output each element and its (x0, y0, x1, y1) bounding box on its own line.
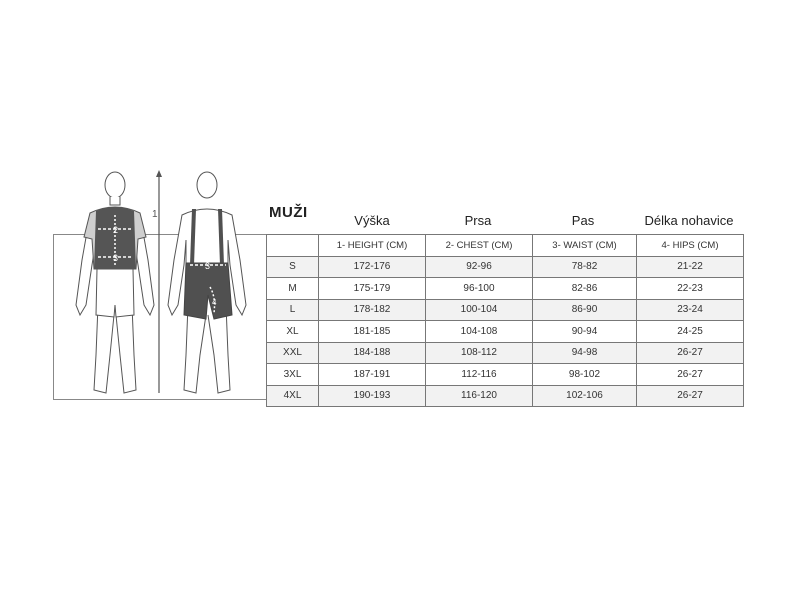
hips-cell: 21-22 (637, 256, 744, 278)
height-cell: 184-188 (319, 342, 426, 364)
waist-cell: 102-106 (533, 385, 637, 407)
hips-cell: 23-24 (637, 299, 744, 321)
marker-2: 2 (113, 225, 119, 235)
hips-cell: 26-27 (637, 385, 744, 407)
column-title-waist: Pas (571, 213, 595, 228)
marker-3-front: 3 (113, 253, 119, 263)
height-cell: 190-193 (319, 385, 426, 407)
size-cell: M (267, 278, 319, 300)
header-chest: 2- CHEST (CM) (426, 235, 533, 257)
waist-cell: 86-90 (533, 299, 637, 321)
hips-cell: 26-27 (637, 364, 744, 386)
height-cell: 187-191 (319, 364, 426, 386)
size-cell: XL (267, 321, 319, 343)
table-row (267, 364, 744, 386)
hips-cell: 22-23 (637, 278, 744, 300)
marker-4: 4 (212, 298, 217, 307)
header-size-cell (267, 235, 319, 257)
chest-cell: 100-104 (426, 299, 533, 321)
hips-cell: 24-25 (637, 321, 744, 343)
waist-cell: 78-82 (533, 256, 637, 278)
waist-cell: 90-94 (533, 321, 637, 343)
height-cell: 181-185 (319, 321, 426, 343)
height-cell: 175-179 (319, 278, 426, 300)
chest-cell: 104-108 (426, 321, 533, 343)
chest-cell: 112-116 (426, 364, 533, 386)
table-header-row (267, 235, 744, 257)
table-row (267, 385, 744, 407)
waist-cell: 98-102 (533, 364, 637, 386)
size-cell: L (267, 299, 319, 321)
waist-cell: 94-98 (533, 342, 637, 364)
body-measurement-diagram (60, 165, 275, 400)
size-cell: S (267, 256, 319, 278)
size-cell: 4XL (267, 385, 319, 407)
hips-cell: 26-27 (637, 342, 744, 364)
table-row (267, 342, 744, 364)
chest-cell: 108-112 (426, 342, 533, 364)
table-row (267, 278, 744, 300)
chest-cell: 96-100 (426, 278, 533, 300)
size-cell: 3XL (267, 364, 319, 386)
size-cell: XXL (267, 342, 319, 364)
height-cell: 172-176 (319, 256, 426, 278)
size-table (266, 234, 744, 407)
header-hips: 4- HIPS (CM) (637, 235, 744, 257)
header-height: 1- HEIGHT (CM) (319, 235, 426, 257)
column-title-height: Výška (354, 213, 390, 228)
table-row (267, 299, 744, 321)
chest-cell: 92-96 (426, 256, 533, 278)
table-row (267, 256, 744, 278)
marker-3-back: 3 (205, 261, 211, 271)
waist-cell: 82-86 (533, 278, 637, 300)
section-title: MUŽI (269, 204, 308, 221)
table-row (267, 321, 744, 343)
marker-1: 1 (152, 209, 158, 220)
column-title-chest: Prsa (464, 213, 492, 228)
header-waist: 3- WAIST (CM) (533, 235, 637, 257)
column-title-inseam: Délka nohavice (644, 213, 734, 228)
height-line (156, 170, 162, 393)
chest-cell: 116-120 (426, 385, 533, 407)
height-cell: 178-182 (319, 299, 426, 321)
